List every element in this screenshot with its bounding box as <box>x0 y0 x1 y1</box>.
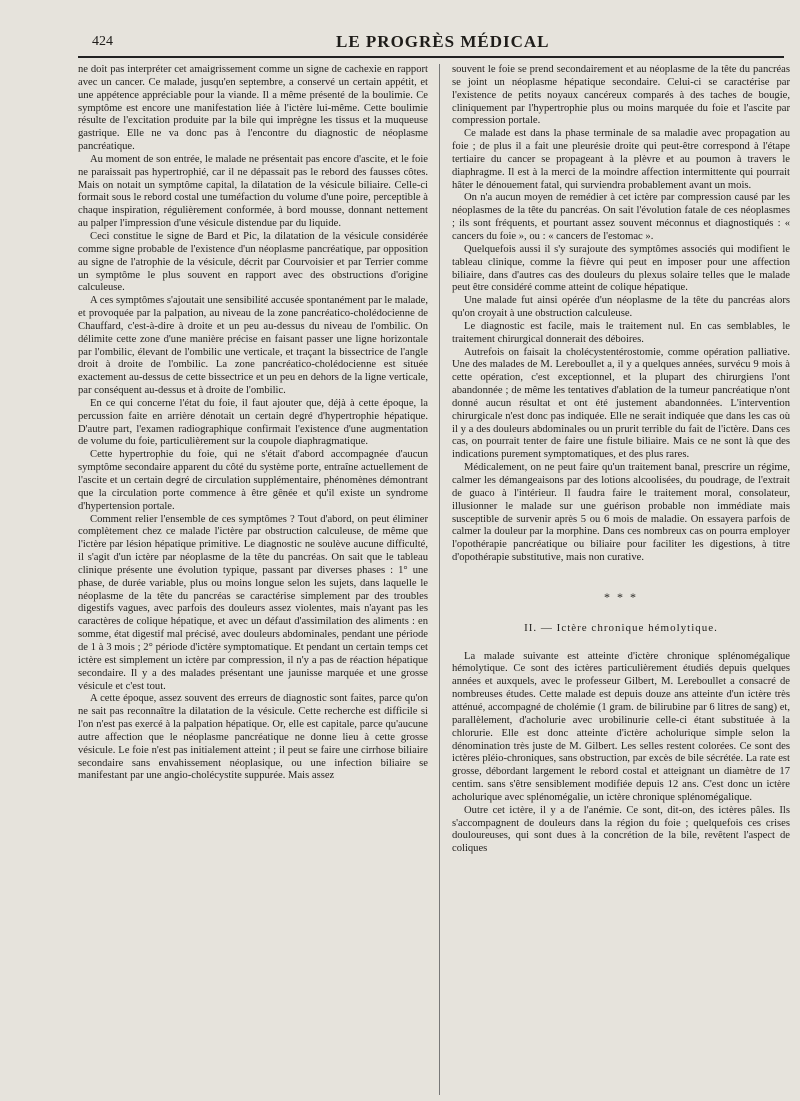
section-title: II. — Ictère chronique hémolytique. <box>524 621 718 634</box>
paragraph: ne doit pas interpréter cet amaigrissement comme un signe de cachexie en rapport avec un cancer. Ce malade, jusqu'en septembre, a conservé un certain appétit, et une appétence appréciable pour la viande. Il a même présenté de la boulimie. Ce symptôme est encore une manifestation liée à l'ictère lui-même. Cette boulimie résulte de l'excitation produite par la bile qui imprègne les tissus et la muqueuse gastrique. Elle ne va donc pas à l'encontre du diagnostic de néoplasme pancréatique. <box>78 64 428 153</box>
section-divider-asterisks: * * * <box>604 589 638 604</box>
paragraph: Au moment de son entrée, le malade ne présentait pas encore d'ascite, et le foie ne paraissait pas hypertrophié, car il ne dépassait pas le rebord des fausses côtes. Mais on notait un symptôme capital, la dilatation de la vésicule biliaire. Celle-ci formait sous le rebord costal une tuméfaction du volume d'une poire, perceptible à chaque inspiration, régulièrement conformée, à bord mousse, donnant nettement au palper l'impression d'une vésicule distendue par du liquide. <box>78 153 428 230</box>
paragraph: La malade suivante est atteinte d'ictère chronique splénomégalique hémolytique. Ce sont des ictères particulièrement étudiés depuis quelques années et auxquels, avec le professeur Gilbert, M. Lereboullet a consacré de nombreuses études. Cette malade est depuis douze ans atteinte d'un ictère très atténué, accompagné de cholémie (1 gram. de bilirubine par 6 litres de sang) et, parallèlement, d'acholurie avec urobilinurie celle-ci étant substituée à la chlorurie. Elle est donc atteinte d'ictère acholurique simple selon la dénomination très juste de M. Gilbert. Les selles restent colorées. Ce sont des ictères pléio-chroniques, sans obstruction, par excès de bile sécrétée. La rate est grosse, débordant largement le rebord costal et atteignant un diamètre de 17 centim. sans s'être sensiblement modifiée depuis 12 ans. C'est donc un ictère acholurique avec splénomégalie, un ictère chronique splénomégalique. <box>452 650 790 803</box>
paragraph: Comment relier l'ensemble de ces symptômes ? Tout d'abord, on peut éliminer complètement chez ce malade l'ictère par obstruction calculeuse, de même que l'ictère par lésion hépatique primitive. Le diagnostic ne soulève aucune difficulté, il s'agit d'un ictère par néoplasme de la tête du pancréas. On sait que le tableau clinique présente une évolution typique, passant par diverses phases : 1° une phase, de durée variable, plus ou moins longue selon les sujets, dans laquelle le néoplasme de la tête du pancréas se caractérise simplement par des troubles digestifs vagues, avec parfois des douleurs assez violentes, mais n'ayant pas les caractères de colique hépatique, et avec un défaut d'assimilation des aliments : en somme, état digestif mal précisé, avec douleurs abdominales, pendant une période de 1 à 3 mois ; 2° période d'ictère symptomatique. Et pendant un certain temps cet ictère est simplement un ictère par compression, il n'y a pas de réaction hépatique secondaire. Il y a des malades présentant une jaunisse marquée et une grosse vésicule et c'est tout. <box>78 513 428 692</box>
right-column <box>452 64 790 856</box>
paragraph: Le diagnostic est facile, mais le traitement nul. En cas semblables, le traitement chirurgical donnerait des déboires. <box>452 320 790 345</box>
column-divider <box>439 64 440 1095</box>
paragraph: Une malade fut ainsi opérée d'un néoplasme de la tête du pancréas alors qu'on croyait à une obstruction calculeuse. <box>452 295 790 320</box>
paragraph: Autrefois on faisait la cholécystentérostomie, comme opération palliative. Une des malades de M. Lereboullet a, il y a quelques années, survécu 9 mois à cette opération, c'est exceptionnel, et la plupart des chirurgiens l'ont abandonnée ; de même les tentatives d'ablation de la tumeur pancréatique n'ont donné aucun résultat et ont été justement abandonnées. L'intervention chirurgicale n'est donc pas indiquée. Elle ne serait indiquée que dans les cas où il y a des douleurs abdominales ou un prurit terrible du fait de l'ictère. Dans ces cas, on pourrait tenter de faire une fistule biliaire. Mais ce ne sont là que des indications purement symptomatiques, et des plus rares. <box>452 346 790 461</box>
paragraph: En ce qui concerne l'état du foie, il faut ajouter que, déjà à cette époque, la percussion faite en arrière dénotait un certain degré d'hypertrophie hépatique. D'autre part, l'examen radiographique confirmait l'existence d'une augmentation de volume du foie, particulièrement sur la coupole diaphragmatique. <box>78 397 428 448</box>
paragraph: Médicalement, on ne peut faire qu'un traitement banal, prescrire un régime, calmer les démangeaisons par des lotions alcoolisées, du poudrage, de l'extrait de guaco à l'intérieur. Il faudra faire le traitement moral, consolateur, illusionner le malade sur une guérison probable non immédiate mais susceptible de survenir après 5 ou 6 mois de maladie. On essayera parfois de calmer la douleur par la morphine. Dans ces nombreux cas on pourra employer l'opothérapie pancréatique ou biliaire pour faciliter les digestions, à titre d'opothérapie substitutive, mais non curative. <box>452 462 790 564</box>
paragraph: Quelquefois aussi il s'y surajoute des symptômes associés qui modifient le tableau clinique, comme la fièvre qui peut en imposer pour une affection biliaire, dans d'autres cas des douleurs du plexus solaire telles que le malade peut être considéré comme atteint de colique hépatique. <box>452 243 790 294</box>
paragraph: Ceci constitue le signe de Bard et Pic, la dilatation de la vésicule considérée comme signe probable de l'existence d'un néoplasme pancréatique, par opposition au signe de l'atrophie de la vésicule, décrit par Courvoisier et par Terrier comme un symptôme le plus souvent en rapport avec des obstructions d'origine calculeuse. <box>78 230 428 294</box>
paragraph: Cette hypertrophie du foie, qui ne s'était d'abord accompagnée d'aucun symptôme secondaire apparent du côté du système porte, entraîne actuellement de l'ascite et un certain degré de circulation supplémentaire, phénomènes démontrant que la circulation porte commence à être gênée et qu'il existe un syndrome d'hypertension portale. <box>78 449 428 512</box>
page-header <box>78 30 784 58</box>
left-column <box>78 64 428 783</box>
paragraph: A ces symptômes s'ajoutait une sensibilité accusée spontanément par le malade, et provoquée par la palpation, au niveau de la zone pancréatico-cholédocienne de Chauffard, c'est-à-dire à droite et un peu au-dessus du niveau de l'ombilic. On délimite cette zone d'une manière précise en faisant passer une ligne horizontale par l'ombilic, élevant de l'ombilic une verticale, et traçant la bissectrice de l'angle droit à droite de l'ombilic. La zone pancréatico-cholédocienne est située exactement au-dessus de cette bissectrice et un peu en dehors de la ligne verticale, par conséquent au-dessus et à droite de l'ombilic. <box>78 295 428 397</box>
page-number: 424 <box>92 34 113 49</box>
paragraph: Ce malade est dans la phase terminale de sa maladie avec propagation au foie ; de plus il a fait une pleurésie droite qui peut-être correspond à l'étape tertiaire du cancer se propageant à la plèvre et au poumon à travers le diaphragme. Il est à la merci de la moindre affection intermittente qui pourrait hâter le dénouement fatal, qui surviendra probablement avant un mois. <box>452 128 790 191</box>
paragraph: souvent le foie se prend secondairement et au néoplasme de la tête du pancréas se joint un néoplasme hépatique secondaire. Celui-ci se caractérise par l'existence de petits noyaux cancéreux comparés à des taches de bougie, cliniquement par l'hypertrophie plus ou moins marquée du foie et l'ascite par compression portale. <box>452 64 790 127</box>
running-head: LE PROGRÈS MÉDICAL <box>336 32 550 51</box>
two-column-body <box>78 64 790 1101</box>
paragraph: On n'a aucun moyen de remédier à cet ictère par compression causé par les néoplasmes de la tête du pancréas. On sait l'évolution fatale de ces néoplasmes ; ils sont fréquents, et pourtant assez souvent méconnus et diagnostiqués : « cancers du foie », ou : « cancers de l'estomac ». <box>452 192 790 242</box>
header-rule <box>78 56 784 58</box>
paragraph: Outre cet ictère, il y a de l'anémie. Ce sont, dit-on, des ictères pâles. Ils s'accompagnent de douleurs dans la région du foie ; quelquefois ces crises douloureuses, qui sont dues à la concrétion de la bile, revêtent l'aspect de coliques <box>452 804 790 855</box>
paragraph: A cette époque, assez souvent des erreurs de diagnostic sont faites, parce qu'on ne sait pas reconnaître la dilatation de la vésicule. Cette recherche est difficile si l'on n'est pas exercé à la palpation hépatique. Or, elle est capitale, parce qu'aucune autre affection que le néoplasme pancréatique ne donne lieu à cette grosse vésicule. Le foie n'est pas initialement atteint ; il peut se faire une cirrhose biliaire secondaire sans envahissement néoplasique, ou une infection biliaire se manifestant par une angio-cholécystite suppurée. Mais assez <box>78 693 428 782</box>
